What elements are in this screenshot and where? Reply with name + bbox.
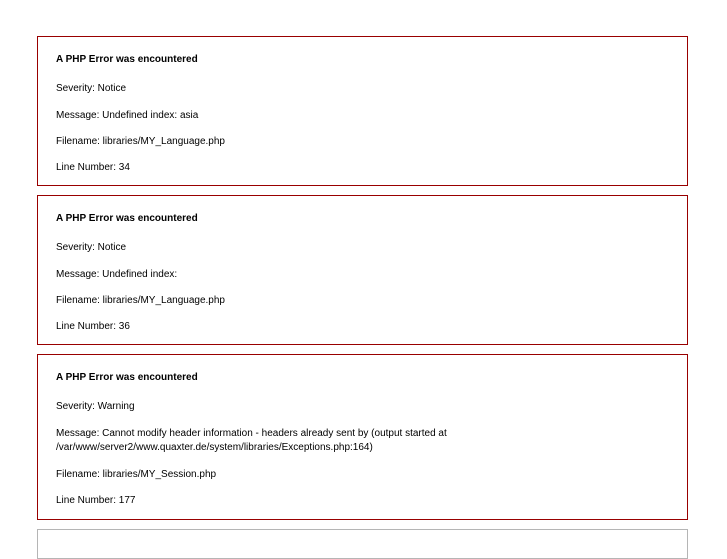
error-heading: A PHP Error was encountered: [56, 372, 198, 383]
php-error-box-1: [37, 36, 688, 186]
error-severity: Severity: Notice: [56, 242, 127, 253]
error-severity: Severity: Warning: [56, 401, 135, 412]
error-heading: A PHP Error was encountered: [56, 54, 198, 65]
php-error-box-3: [37, 354, 688, 520]
error-filename: Filename: libraries/MY_Session.php: [56, 469, 217, 480]
error-message-continued: /var/www/server2/www.quaxter.de/system/libraries/Exceptions.php:164): [56, 442, 373, 453]
error-line-number: Line Number: 36: [56, 321, 130, 332]
error-severity: Severity: Notice: [56, 83, 127, 94]
error-line-number: Line Number: 34: [56, 162, 130, 173]
error-line-number: Line Number: 177: [56, 495, 136, 506]
error-filename: Filename: libraries/MY_Language.php: [56, 295, 225, 306]
error-message: Message: Undefined index: asia: [56, 110, 199, 121]
error-heading: A PHP Error was encountered: [56, 213, 198, 224]
error-message: Message: Cannot modify header information - headers already sent by (output started at: [56, 428, 447, 439]
error-filename: Filename: libraries/MY_Language.php: [56, 136, 225, 147]
php-error-box-2: [37, 195, 688, 345]
error-message: Message: Undefined index:: [56, 269, 178, 280]
next-content-box: [37, 529, 688, 559]
